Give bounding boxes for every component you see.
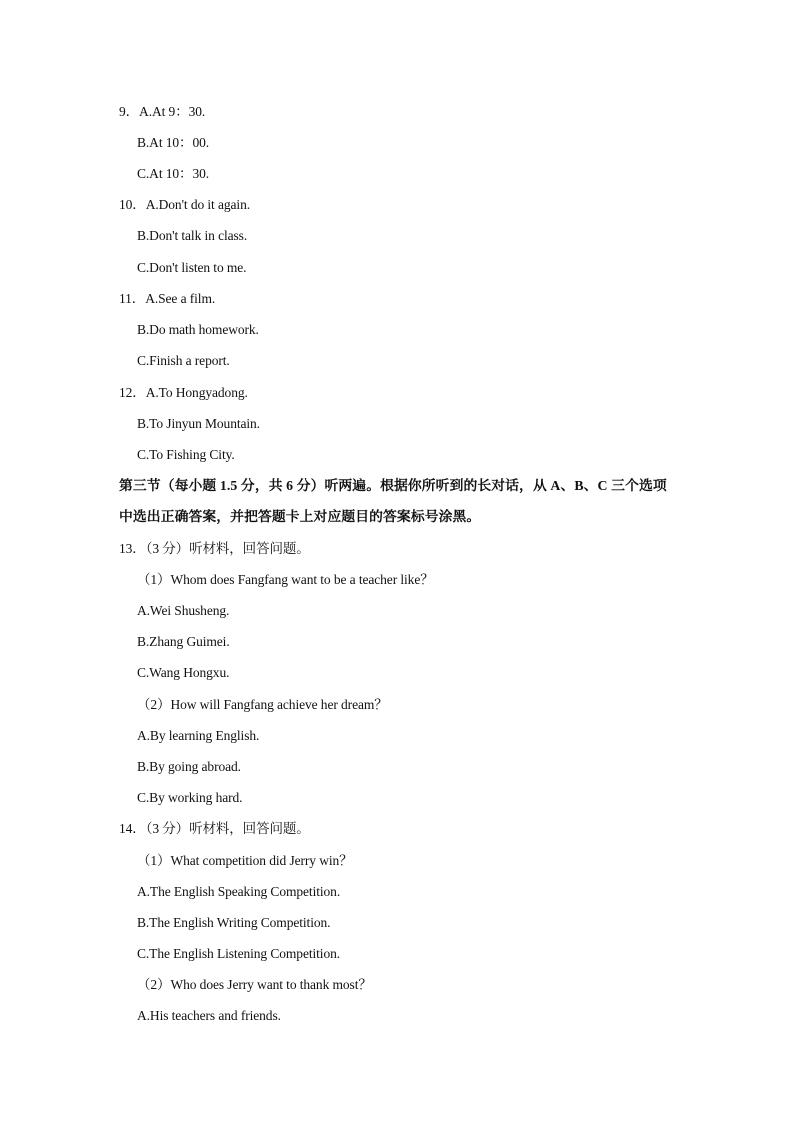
question-12-option-c: C.To Fishing City. [137,447,235,462]
question-12-option-b: B.To Jinyun Mountain. [137,416,260,431]
question-10-option-a: 10．A.Don't do it again. [119,197,250,212]
question-14-2-option-a: A.His teachers and friends. [137,1008,281,1023]
question-14-1-option-b: B.The English Writing Competition. [137,915,331,930]
question-10-option-c: C.Don't listen to me. [137,260,247,275]
question-12-option-a: 12．A.To Hongyadong. [119,385,248,400]
question-14-header: 14．（3 分）听材料，回答问题。 [119,821,310,836]
question-10-option-b: B.Don't talk in class. [137,228,248,243]
section-3-heading-continued: 中选出正确答案，并把答题卡上对应题目的答案标号涂黑。 [119,509,481,524]
question-9-option-b: B.At 10：00. [137,135,210,150]
question-13-sub-2: （2）How will Fangfang achieve her dream？ [137,697,388,712]
question-13-header: 13．（3 分）听材料，回答问题。 [119,541,310,556]
question-13-1-option-b: B.Zhang Guimei. [137,634,230,649]
question-11-option-a: 11．A.See a film. [119,291,216,306]
question-9-option-a: 9．A.At 9：30. [119,104,206,119]
question-14-1-option-a: A.The English Speaking Competition. [137,884,341,899]
question-14-sub-1: （1）What competition did Jerry win？ [137,853,353,868]
question-13-2-option-c: C.By working hard. [137,790,243,805]
question-11-option-c: C.Finish a report. [137,353,230,368]
question-14-sub-2: （2）Who does Jerry want to thank most？ [137,977,372,992]
question-13-2-option-b: B.By going abroad. [137,759,241,774]
question-13-1-option-a: A.Wei Shusheng. [137,603,230,618]
question-13-1-option-c: C.Wang Hongxu. [137,665,230,680]
question-13-sub-1: （1）Whom does Fangfang want to be a teacher like？ [137,572,434,587]
question-11-option-b: B.Do math homework. [137,322,259,337]
section-3-heading: 第三节（每小题 1.5 分，共 6 分）听两遍。根据你所听到的长对话，从 A、B、C 三个选项 [119,478,667,493]
question-14-1-option-c: C.The English Listening Competition. [137,946,341,961]
question-13-2-option-a: A.By learning English. [137,728,260,743]
question-9-option-c: C.At 10：30. [137,166,210,181]
